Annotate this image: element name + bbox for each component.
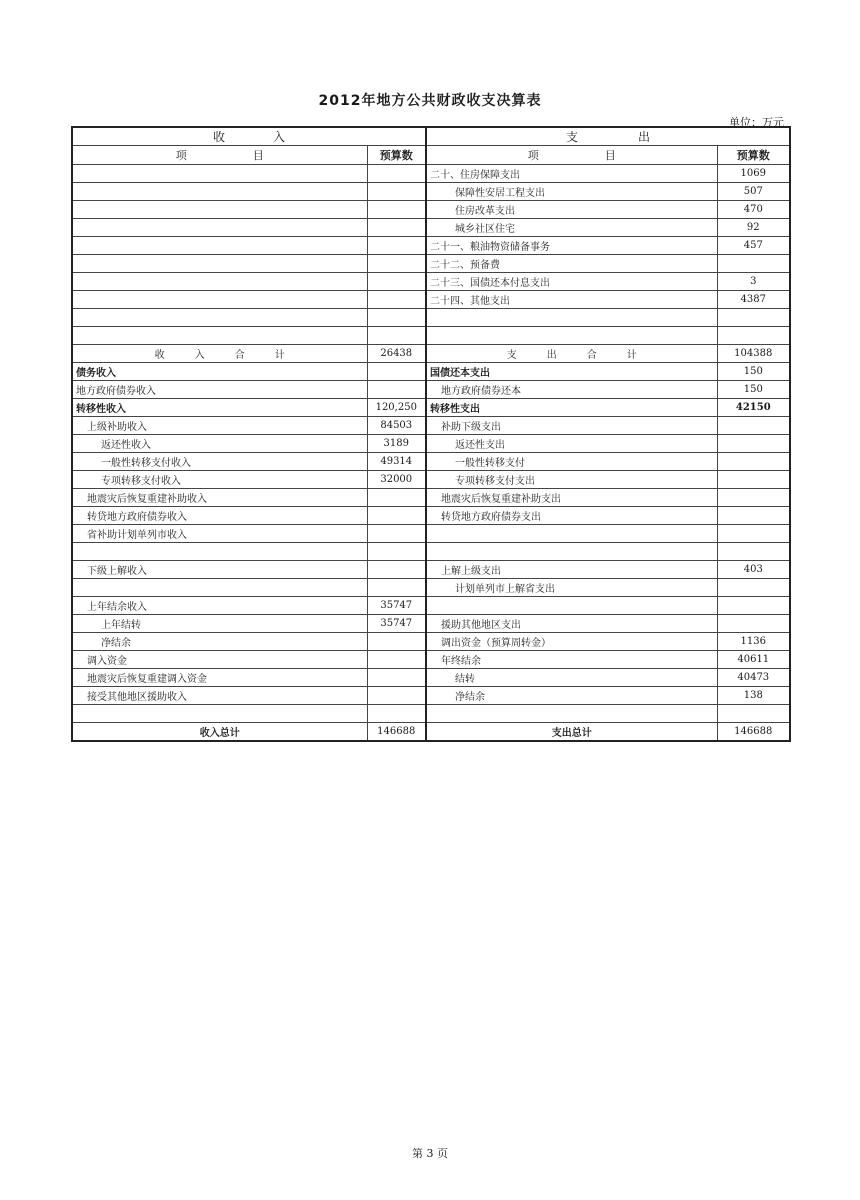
- expense-item: 调出资金（预算周转金）: [426, 633, 717, 651]
- expense-item: 城乡社区住宅: [426, 219, 717, 237]
- income-item: 上年结转: [72, 615, 367, 633]
- income-item: 返还性收入: [72, 435, 367, 453]
- expense-value: 40611: [717, 651, 790, 669]
- table-row: [72, 399, 790, 417]
- expense-item: 住房改革支出: [426, 201, 717, 219]
- table-row: [72, 471, 790, 489]
- income-value: [367, 165, 426, 183]
- table-row: [72, 237, 790, 255]
- table-row: [72, 669, 790, 687]
- expense-subtotal-label: 支 出 合 计: [426, 345, 717, 363]
- grand-total-row: [72, 723, 790, 742]
- expense-item: [426, 327, 717, 345]
- expense-value: 92: [717, 219, 790, 237]
- income-value: 120,250: [367, 399, 426, 417]
- income-value: 35747: [367, 615, 426, 633]
- expense-item: 二十四、其他支出: [426, 291, 717, 309]
- income-item: 转贷地方政府债券收入: [72, 507, 367, 525]
- expense-item: 净结余: [426, 687, 717, 705]
- income-subtotal-value: 26438: [367, 345, 426, 363]
- expense-item: 上解上级支出: [426, 561, 717, 579]
- income-value: [367, 561, 426, 579]
- income-value: [367, 633, 426, 651]
- table-row: [72, 489, 790, 507]
- expense-value: 507: [717, 183, 790, 201]
- expense-value: 457: [717, 237, 790, 255]
- expense-item: 保障性安居工程支出: [426, 183, 717, 201]
- table-row: [72, 363, 790, 381]
- income-item: 下级上解收入: [72, 561, 367, 579]
- income-value: [367, 291, 426, 309]
- expense-value: [717, 471, 790, 489]
- table-row: [72, 633, 790, 651]
- table-row: [72, 165, 790, 183]
- expense-value: [717, 543, 790, 561]
- income-budget-header: 预算数: [367, 146, 426, 165]
- income-item: 债务收入: [72, 363, 367, 381]
- table-row: [72, 417, 790, 435]
- expense-value: [717, 453, 790, 471]
- expense-value: 150: [717, 363, 790, 381]
- expense-value: 470: [717, 201, 790, 219]
- expense-value: [717, 525, 790, 543]
- expense-value: [717, 507, 790, 525]
- income-item: [72, 219, 367, 237]
- income-value: [367, 543, 426, 561]
- income-value: [367, 237, 426, 255]
- income-item: 净结余: [72, 633, 367, 651]
- expense-item: 专项转移支付支出: [426, 471, 717, 489]
- table-row: [72, 615, 790, 633]
- subtotal-row: [72, 345, 790, 363]
- income-value: [367, 579, 426, 597]
- income-item: [72, 579, 367, 597]
- table-row: [72, 507, 790, 525]
- income-value: [367, 705, 426, 723]
- income-value: [367, 219, 426, 237]
- income-value: [367, 327, 426, 345]
- table-row: [72, 309, 790, 327]
- income-value: [367, 201, 426, 219]
- table-row: [72, 687, 790, 705]
- expense-value: [717, 309, 790, 327]
- page-title: 2012年地方公共财政收支决算表: [318, 93, 542, 109]
- expense-item: 援助其他地区支出: [426, 615, 717, 633]
- expense-value: 1136: [717, 633, 790, 651]
- expense-value: [717, 615, 790, 633]
- expense-value: 1069: [717, 165, 790, 183]
- column-header-row: [72, 146, 790, 165]
- expense-value: [717, 435, 790, 453]
- expense-value: 3: [717, 273, 790, 291]
- expense-item: [426, 543, 717, 561]
- expense-value: 403: [717, 561, 790, 579]
- income-item: [72, 237, 367, 255]
- expense-item: [426, 705, 717, 723]
- expense-value: [717, 255, 790, 273]
- expense-budget-header: 预算数: [717, 146, 790, 165]
- income-item: 调入资金: [72, 651, 367, 669]
- income-item: [72, 273, 367, 291]
- income-value: [367, 381, 426, 399]
- expense-item: 二十二、预备费: [426, 255, 717, 273]
- budget-table: [71, 126, 791, 742]
- income-item: [72, 327, 367, 345]
- expense-item-header: 项 目: [426, 146, 717, 165]
- income-item: 上级补助收入: [72, 417, 367, 435]
- income-value: [367, 363, 426, 381]
- income-value: [367, 687, 426, 705]
- expense-item: 一般性转移支付: [426, 453, 717, 471]
- income-value: 32000: [367, 471, 426, 489]
- table-row: [72, 435, 790, 453]
- expense-item: [426, 525, 717, 543]
- expense-section-header: 支 出: [426, 127, 790, 146]
- expense-item: 地方政府债券还本: [426, 381, 717, 399]
- income-total-label: 收入总计: [72, 723, 367, 742]
- income-value: [367, 273, 426, 291]
- table-row: [72, 453, 790, 471]
- income-item-header: 项 目: [72, 146, 367, 165]
- table-row: [72, 381, 790, 399]
- expense-value: [717, 597, 790, 615]
- expense-value: 42150: [717, 399, 790, 417]
- expense-item: 计划单列市上解省支出: [426, 579, 717, 597]
- income-value: [367, 489, 426, 507]
- table-row: [72, 561, 790, 579]
- table-row: [72, 273, 790, 291]
- expense-total-value: 146688: [717, 723, 790, 742]
- income-value: [367, 309, 426, 327]
- table-row: [72, 543, 790, 561]
- expense-value: 150: [717, 381, 790, 399]
- section-header-row: [72, 127, 790, 146]
- table-row: [72, 255, 790, 273]
- table-row: [72, 525, 790, 543]
- table-row: [72, 183, 790, 201]
- expense-item: 地震灾后恢复重建补助支出: [426, 489, 717, 507]
- income-item: [72, 201, 367, 219]
- expense-value: [717, 579, 790, 597]
- income-item: 地方政府债券收入: [72, 381, 367, 399]
- expense-item: 年终结余: [426, 651, 717, 669]
- income-value: 35747: [367, 597, 426, 615]
- income-value: [367, 525, 426, 543]
- expense-item: 二十、住房保障支出: [426, 165, 717, 183]
- expense-item: 补助下级支出: [426, 417, 717, 435]
- income-value: [367, 507, 426, 525]
- expense-value: [717, 327, 790, 345]
- expense-item: [426, 597, 717, 615]
- expense-item: 国债还本支出: [426, 363, 717, 381]
- income-item: 一般性转移支付收入: [72, 453, 367, 471]
- income-value: [367, 183, 426, 201]
- table-row: [72, 201, 790, 219]
- income-value: [367, 651, 426, 669]
- income-item: [72, 255, 367, 273]
- income-value: [367, 669, 426, 687]
- income-item: 省补助计划单列市收入: [72, 525, 367, 543]
- table-row: [72, 651, 790, 669]
- expense-value: [717, 489, 790, 507]
- income-item: 地震灾后恢复重建调入资金: [72, 669, 367, 687]
- income-item: [72, 183, 367, 201]
- income-value: 49314: [367, 453, 426, 471]
- expense-item: 返还性支出: [426, 435, 717, 453]
- expense-value: [717, 417, 790, 435]
- table-row: [72, 291, 790, 309]
- table-row: [72, 219, 790, 237]
- income-value: [367, 255, 426, 273]
- expense-value: [717, 705, 790, 723]
- expense-item: 转移性支出: [426, 399, 717, 417]
- expense-item: 二十三、国债还本付息支出: [426, 273, 717, 291]
- expense-total-label: 支出总计: [426, 723, 717, 742]
- unit-label: 单位：万元: [729, 116, 784, 129]
- income-subtotal-label: 收 入 合 计: [72, 345, 367, 363]
- income-section-header: 收 入: [72, 127, 426, 146]
- income-item: [72, 543, 367, 561]
- income-value: 3189: [367, 435, 426, 453]
- page-number: 第 3 页: [412, 1147, 448, 1160]
- income-item: 接受其他地区援助收入: [72, 687, 367, 705]
- income-item: 上年结余收入: [72, 597, 367, 615]
- income-item: [72, 309, 367, 327]
- expense-value: 138: [717, 687, 790, 705]
- income-item: 地震灾后恢复重建补助收入: [72, 489, 367, 507]
- table-row: [72, 579, 790, 597]
- expense-subtotal-value: 104388: [717, 345, 790, 363]
- expense-value: 4387: [717, 291, 790, 309]
- expense-item: 转贷地方政府债券支出: [426, 507, 717, 525]
- income-item: 转移性收入: [72, 399, 367, 417]
- expense-item: 结转: [426, 669, 717, 687]
- income-total-value: 146688: [367, 723, 426, 742]
- income-item: [72, 291, 367, 309]
- income-item: 专项转移支付收入: [72, 471, 367, 489]
- income-value: 84503: [367, 417, 426, 435]
- expense-item: [426, 309, 717, 327]
- expense-item: 二十一、粮油物资储备事务: [426, 237, 717, 255]
- table-row: [72, 597, 790, 615]
- table-row: [72, 705, 790, 723]
- income-item: [72, 165, 367, 183]
- income-item: [72, 705, 367, 723]
- table-row: [72, 327, 790, 345]
- expense-value: 40473: [717, 669, 790, 687]
